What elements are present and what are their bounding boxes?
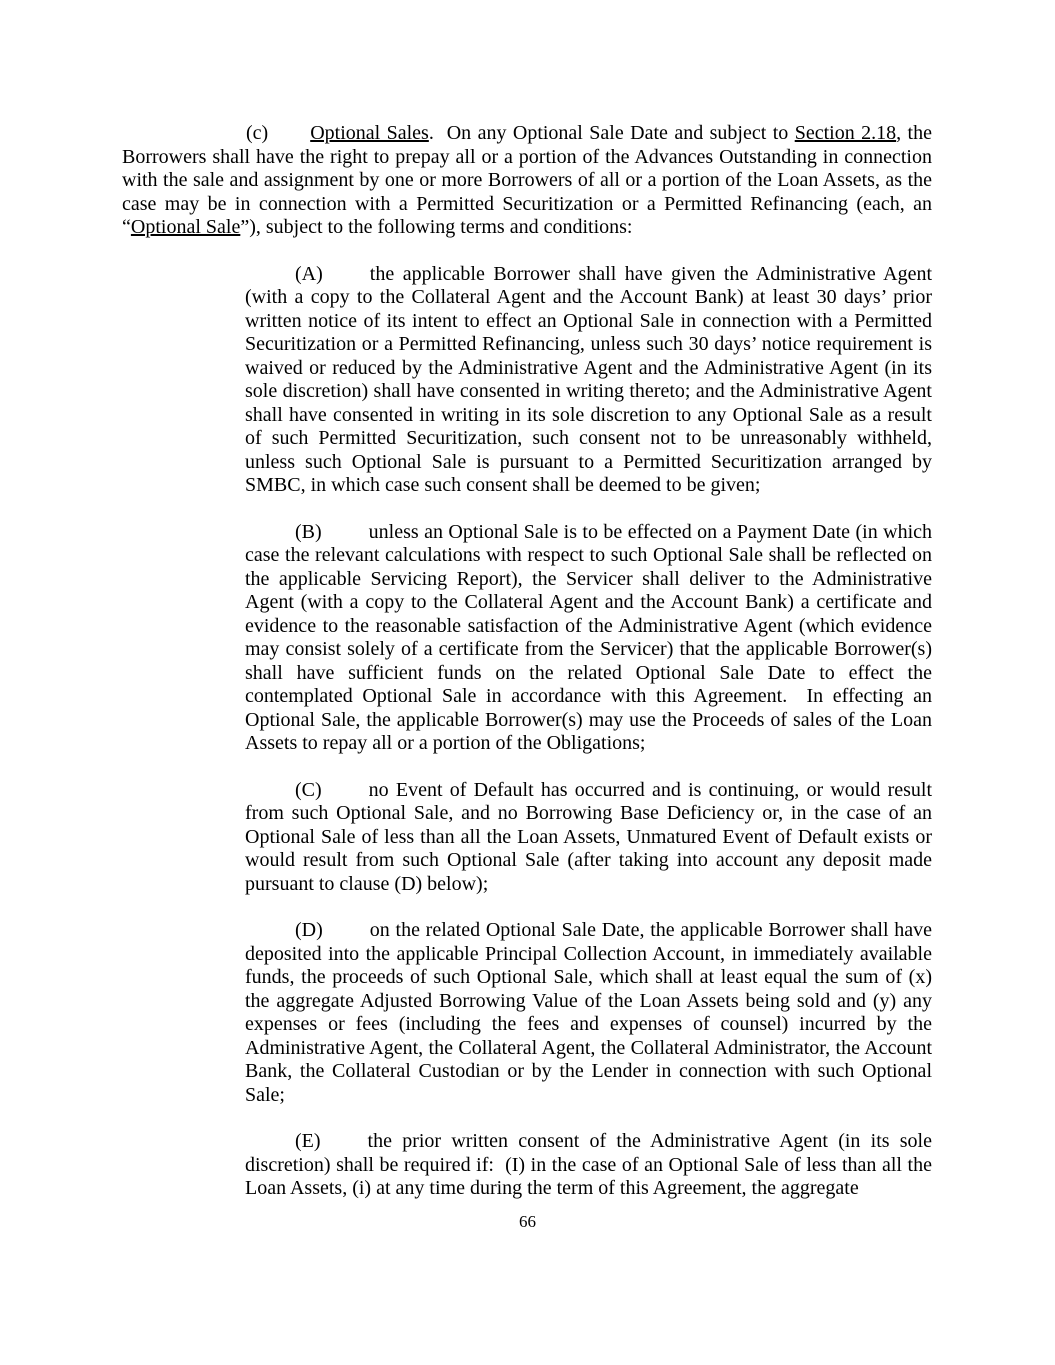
subparagraph-d-label: (D) [295, 919, 323, 941]
subparagraph-b [245, 521, 932, 756]
subparagraph-d-text: on the related Optional Sale Date, the applicable Borrower shall have deposited into the applicable Principal Collection Account, in immediately available funds, the proceeds of such Optional Sale, which shall at least equal the sum of (x) the aggregate Adjusted Borrowing Value of the Loan Assets being sold and (y) any expenses or fees (including the fees and expenses of counsel) incurred by the Administrative Agent, the Collateral Agent, the Collateral Administrator, the Account Bank, the Collateral Custodian or by the Lender in connection with such Optional Sale; [245, 919, 932, 1106]
subparagraph-e-text: the prior written consent of the Administrative Agent (in its sole discretion) shall be required if: (I) in the case of an Optional Sale of less than all the Loan Assets, (i) at any time during the term of this Agreement, the aggregate [245, 1130, 932, 1199]
defined-term: Optional Sale [130, 216, 241, 238]
subparagraph-e-label: (E) [295, 1130, 321, 1152]
paragraph-c-label: (c) [246, 122, 269, 144]
page-number: 66 [519, 1212, 536, 1231]
paragraph-c-tail: ”), subject to the following terms and conditions: [240, 216, 633, 238]
page-content [122, 122, 932, 1224]
paragraph-c-after-title: . On any Optional Sale Date and subject to [428, 122, 795, 144]
subparagraph-c [245, 779, 932, 897]
paragraph-c [122, 122, 932, 240]
subparagraph-d [245, 919, 932, 1107]
subparagraph-e [245, 1130, 932, 1201]
paragraph-c-heading: Optional Sales [310, 122, 429, 144]
subparagraph-b-text: unless an Optional Sale is to be effected on a Payment Date (in which case the relevant calculations with respect to such Optional Sale shall be reflected on the applicable Servicing Report), the Servicer shall deliver to the Administrative Agent (with a copy to the Collateral Agent and the Account Bank) a certificate and evidence to the reasonable satisfaction of the Administrative Agent (which evidence may consist solely of a certificate from the Servicer) that the applicable Borrower(s) shall have sufficient funds on the related Optional Sale Date to effect the contemplated Optional Sale in accordance with this Agreement. In effecting an Optional Sale, the applicable Borrower(s) may use the Proceeds of sales of the Loan Assets to repay all or a portion of the Obligations; [245, 520, 932, 754]
subparagraph-a-label: (A) [295, 262, 323, 285]
subparagraph-c-text: no Event of Default has occurred and is continuing, or would result from such Optional Sale, and no Borrowing Base Deficiency or, in the case of an Optional Sale of less than all the Loan Assets, Unmatured Event of Default exists or would result from such Optional Sale (after taking into account any deposit made pursuant to clause (D) below); [245, 778, 932, 895]
subparagraph-b-label: (B) [295, 520, 322, 543]
section-reference: Section 2.18 [794, 122, 897, 144]
subparagraph-a [245, 263, 932, 498]
paragraph-c-body: , the Borrowers shall have the right to prepay all or a portion of the Advances Outstanding in connection with the sale and assignment by one or more Borrowers of all or a portion of the Loan Assets, as the case may be in connection with a Permitted Securitization or a Permitted Refinancing (each, an “ [122, 122, 932, 238]
subparagraph-a-text: the applicable Borrower shall have given the Administrative Agent (with a copy to the Collateral Agent and the Account Bank) at least 30 days’ prior written notice of its intent to effect an Optional Sale in connection with a Permitted Securitization or a Permitted Refinancing, unless such 30 days’ notice requirement is waived or reduced by the Administrative Agent and the Administrative Agent (in its sole discretion) shall have consented in writing thereto; and the Administrative Agent shall have consented in writing in its sole discretion to any Optional Sale as a result of such Permitted Securitization, such consent not to be unreasonably withheld, unless such Optional Sale is pursuant to a Permitted Securitization arranged by SMBC, in which case such consent shall be deemed to be given; [245, 262, 932, 496]
subparagraph-c-label: (C) [295, 778, 322, 801]
